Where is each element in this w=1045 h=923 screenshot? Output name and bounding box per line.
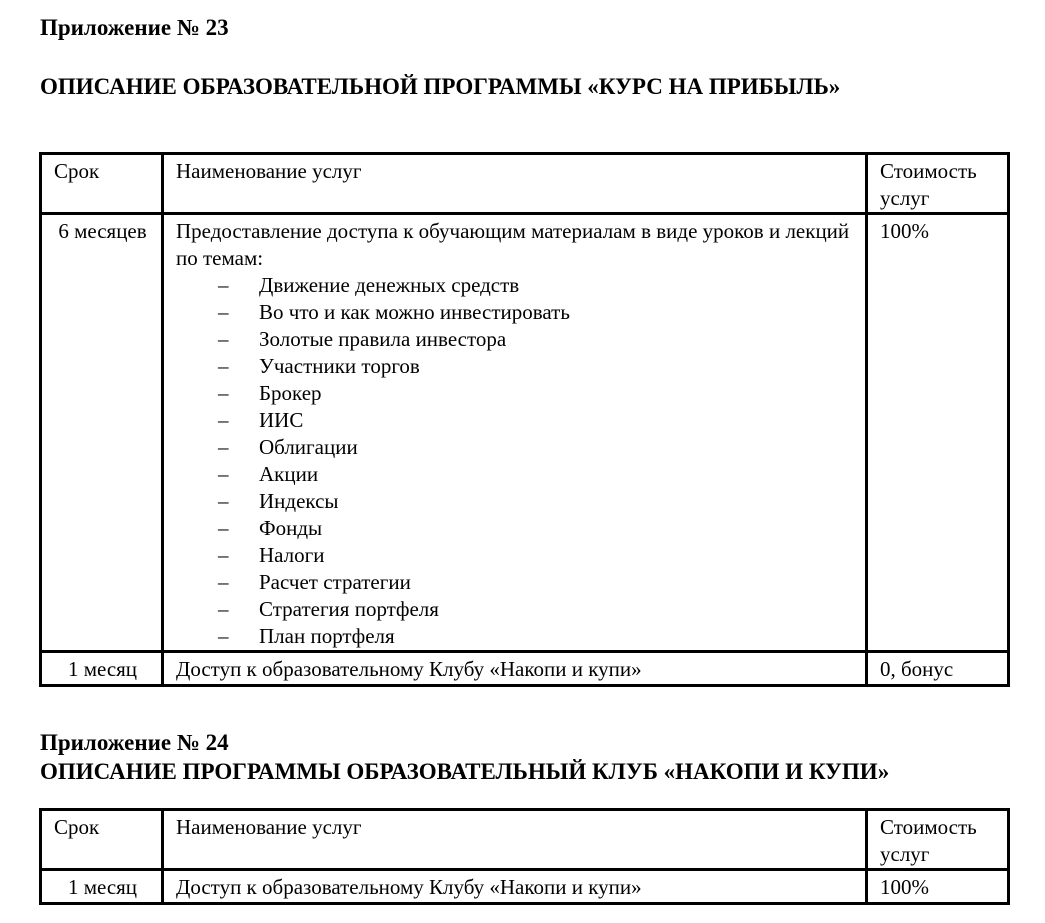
topic-label: Индексы	[259, 489, 339, 513]
appendix-24-label: Приложение № 24	[40, 730, 229, 755]
dash-marker: –	[218, 462, 229, 486]
term-cell: 1 месяц	[41, 652, 163, 686]
topic-label: Во что и как можно инвестировать	[259, 300, 570, 324]
table-row	[41, 652, 1009, 686]
appendix-23-label: Приложение № 23	[40, 15, 229, 40]
services-cell: Доступ к образовательному Клубу «Накопи и купи»	[163, 652, 867, 686]
topic-label: Золотые правила инвестора	[259, 327, 507, 351]
topic-item	[176, 542, 855, 569]
topic-label: Фонды	[259, 516, 323, 540]
dash-marker: –	[218, 327, 229, 351]
header-services: Наименование услуг	[163, 810, 867, 870]
topic-item	[176, 596, 855, 623]
topic-item	[176, 434, 855, 461]
header-services: Наименование услуг	[163, 154, 867, 214]
cost-cell: 100%	[867, 870, 1009, 904]
table-header-row	[41, 154, 1009, 214]
dash-marker: –	[218, 300, 229, 324]
dash-marker: –	[218, 435, 229, 459]
term-cell: 1 месяц	[41, 870, 163, 904]
topic-label: План портфеля	[259, 624, 395, 648]
topic-label: Брокер	[259, 381, 322, 405]
topic-item	[176, 515, 855, 542]
header-term: Срок	[41, 810, 163, 870]
cost-cell: 0, бонус	[867, 652, 1009, 686]
services-cell	[163, 214, 867, 652]
topic-label: Налоги	[259, 543, 325, 567]
topic-item	[176, 407, 855, 434]
services-intro: Предоставление доступа к обучающим материалам в виде уроков и лекций по темам:	[176, 219, 850, 270]
services-table-23	[39, 152, 1010, 687]
topic-item	[176, 488, 855, 515]
appendix-23-title: ОПИСАНИЕ ОБРАЗОВАТЕЛЬНОЙ ПРОГРАММЫ «КУРС НА ПРИБЫЛЬ»	[40, 74, 841, 99]
header-term: Срок	[41, 154, 163, 214]
topic-item	[176, 353, 855, 380]
topic-item	[176, 326, 855, 353]
topic-label: Акции	[259, 462, 319, 486]
table-row	[41, 214, 1009, 652]
appendix-24-title: ОПИСАНИЕ ПРОГРАММЫ ОБРАЗОВАТЕЛЬНЫЙ КЛУБ «НАКОПИ И КУПИ»	[40, 759, 890, 784]
cost-cell: 100%	[867, 214, 1009, 652]
topics-list	[176, 272, 855, 650]
dash-marker: –	[218, 381, 229, 405]
topic-label: Участники торгов	[259, 354, 420, 378]
topic-label: Облигации	[259, 435, 358, 459]
topic-label: Расчет стратегии	[259, 570, 411, 594]
dash-marker: –	[218, 354, 229, 378]
header-cost: Стоимость услуг	[867, 154, 1009, 214]
dash-marker: –	[218, 624, 229, 648]
table-header-row	[41, 810, 1009, 870]
dash-marker: –	[218, 273, 229, 297]
table-row	[41, 870, 1009, 904]
dash-marker: –	[218, 489, 229, 513]
topic-item	[176, 623, 855, 650]
topic-label: Стратегия портфеля	[259, 597, 439, 621]
topic-item	[176, 299, 855, 326]
topic-item	[176, 569, 855, 596]
topic-item	[176, 461, 855, 488]
services-cell: Доступ к образовательному Клубу «Накопи и купи»	[163, 870, 867, 904]
topic-label: Движение денежных средств	[259, 273, 520, 297]
dash-marker: –	[218, 570, 229, 594]
term-cell: 6 месяцев	[41, 214, 163, 652]
topic-label: ИИС	[259, 408, 304, 432]
dash-marker: –	[218, 597, 229, 621]
topic-item	[176, 272, 855, 299]
header-cost: Стоимость услуг	[867, 810, 1009, 870]
dash-marker: –	[218, 543, 229, 567]
services-table-24	[39, 808, 1010, 905]
dash-marker: –	[218, 516, 229, 540]
topic-item	[176, 380, 855, 407]
dash-marker: –	[218, 408, 229, 432]
